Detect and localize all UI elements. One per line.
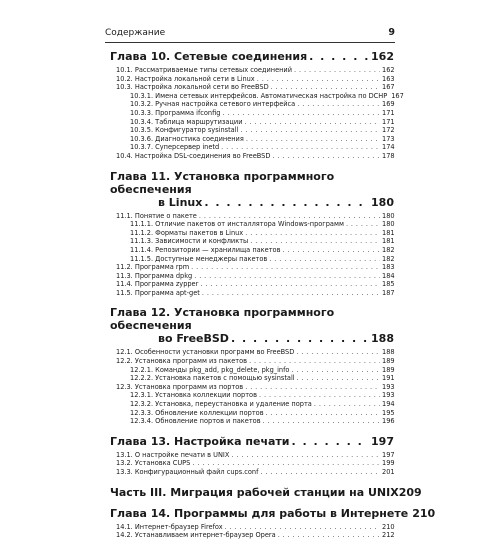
leader-dots (259, 391, 380, 400)
toc-entry[interactable] (110, 75, 394, 84)
toc-entry-page: 171 (382, 117, 395, 126)
toc-entry-title: 11.1.3. Зависимости и конфликты (130, 237, 249, 246)
toc-entry-page: 183 (382, 263, 395, 272)
leader-dots (246, 135, 380, 144)
toc-entry-page: 167 (391, 91, 404, 100)
toc-entry-page: 174 (382, 143, 395, 152)
leader-dots (266, 409, 380, 418)
leader-dots (194, 272, 380, 281)
leader-dots (245, 229, 380, 238)
chapter-title: в Linux (158, 195, 203, 209)
toc-entry-page: 182 (382, 245, 395, 254)
toc-entry-title: 11.1.4. Репозитории — хранилища пакетов (130, 245, 281, 254)
toc-entry[interactable] (110, 220, 394, 229)
toc-entry-page: 180 (382, 211, 395, 220)
toc-entry[interactable] (110, 289, 394, 298)
toc-entry-title: 10.3.4. Таблица маршрутизации (130, 117, 243, 126)
chapter-page: 162 (371, 50, 394, 63)
chapter-page: 180 (371, 195, 394, 209)
toc-entry-page: 181 (382, 228, 395, 237)
leader-dots (192, 459, 380, 468)
leader-dots (297, 100, 380, 109)
toc-entry-title: 14.2. Устанавливаем интернет-браузер Opera (116, 531, 276, 540)
toc-entry[interactable] (110, 263, 394, 272)
leader-dots (282, 246, 380, 255)
page-number: 9 (388, 27, 395, 38)
leader-dots (296, 348, 380, 357)
toc-entry-page: 210 (382, 522, 395, 531)
toc-entry-title: 12.2. Установка программ из пакетов (116, 357, 248, 366)
toc-entry-title: 12.3.1. Установка коллекции портов (130, 391, 257, 400)
toc-entry-page: 182 (382, 254, 395, 263)
toc-entry-page: 197 (382, 450, 395, 459)
toc-entry-page: 184 (382, 271, 395, 280)
toc-entry-title: 12.3.2. Установка, переустановка и удаление порта (130, 400, 312, 409)
toc-entry-title: 10.3.7. Суперсервер inetd (130, 143, 220, 152)
part-title: Часть III. Миграция рабочей станции на UNIX (110, 485, 399, 499)
toc-entry[interactable] (110, 357, 394, 366)
toc-entry-title: 11.1.5. Доступные менеджеры пакетов (130, 254, 268, 263)
toc-entry[interactable] (110, 272, 394, 281)
toc-entry[interactable] (110, 229, 394, 238)
leader-dots (297, 374, 380, 383)
toc-entry-page: 162 (382, 66, 395, 74)
running-header (105, 27, 395, 41)
chapter-page: 210 (412, 506, 436, 520)
chapter-title: во FreeBSD (158, 332, 229, 346)
toc-entry-page: 163 (382, 74, 395, 83)
toc-entry[interactable] (110, 100, 394, 109)
leader-dots (249, 357, 380, 366)
toc-entry[interactable] (110, 237, 394, 246)
toc-entry-page: 172 (382, 126, 395, 135)
toc-entry-title: 10.3.6. Диагностика соединения (130, 134, 244, 143)
toc-entry[interactable] (110, 417, 394, 426)
toc-entry-page: 169 (382, 100, 395, 109)
toc-entry[interactable] (110, 143, 394, 152)
toc-entry-title: 13.2. Установка CUPS (116, 459, 191, 468)
leader-dots (294, 66, 380, 75)
toc-entry-title: 11.2. Программа rpm (116, 263, 190, 272)
leader-dots (225, 523, 380, 532)
leader-dots (200, 280, 380, 289)
toc-entry[interactable] (110, 383, 394, 392)
toc-entry-title: 10.2. Настройка локальной сети в Linux (116, 74, 255, 83)
toc-entry[interactable] (110, 212, 394, 221)
toc-entry-title: 12.3.4. Обновление портов и пакетов (130, 417, 261, 426)
toc-entry[interactable] (110, 246, 394, 255)
toc-entry[interactable] (110, 523, 394, 532)
toc-entry-title: 12.2.1. Команды pkg_add, pkg_delete, pkg_info (130, 365, 290, 374)
leader-dots (346, 220, 380, 229)
chapter-block (110, 50, 404, 161)
leader-dots (221, 143, 380, 152)
chapter-title-line: Глава 11. Установка программного обеспечения (110, 169, 335, 196)
leader-dots (278, 531, 380, 540)
toc-entry-title: 11.3. Программа dpkg (116, 271, 193, 280)
toc-entry[interactable] (110, 126, 394, 135)
leader-dots (204, 196, 369, 209)
running-header-title: Содержание (105, 28, 166, 38)
chapter-title: Глава 10. Сетевые соединения (110, 50, 308, 63)
toc-entry-page: 189 (382, 357, 395, 366)
toc-entry-title: 10.3.3. Программа ifconfig (130, 108, 221, 117)
leader-dots (240, 126, 380, 135)
chapter-page: 197 (371, 434, 394, 448)
toc-entry-title: 14.1. Интернет-браузер Firefox (116, 522, 223, 531)
leader-dots (263, 417, 380, 426)
toc-entry[interactable] (110, 531, 394, 540)
toc-entry[interactable] (110, 152, 394, 161)
chapter-block (110, 435, 394, 477)
chapter-page: 188 (371, 332, 394, 346)
leader-dots (245, 383, 380, 392)
toc-entry[interactable] (110, 409, 394, 418)
toc-entry-page: 189 (382, 365, 395, 374)
toc-entry-page: 195 (382, 408, 395, 417)
toc-entry-title: 11.1.1. Отличие пакетов от инсталлятора Windows-программ (130, 220, 344, 229)
toc-entry-page: 193 (382, 382, 395, 391)
leader-dots (191, 263, 380, 272)
leader-dots (272, 152, 380, 161)
toc-entry[interactable] (110, 391, 394, 400)
leader-dots (291, 366, 380, 375)
toc-entry[interactable] (110, 366, 394, 375)
toc-entry-page: 171 (382, 108, 395, 117)
leader-dots (222, 109, 380, 118)
toc-entry-title: 10.3.2. Ручная настройка сетевого интерфейса (130, 100, 296, 109)
toc-entry[interactable] (110, 118, 394, 127)
chapter-heading[interactable] (110, 50, 394, 63)
part-page: 209 (398, 485, 422, 499)
chapter-block (110, 306, 394, 425)
chapter-title: Глава 14. Программы для работы в Интернете (110, 506, 409, 520)
leader-dots (260, 468, 380, 477)
chapter-title-line: Глава 12. Установка программного обеспечения (110, 306, 335, 333)
leader-dots (244, 118, 380, 127)
toc-entry-page: 191 (382, 374, 395, 383)
toc-entry-page: 185 (382, 280, 395, 289)
toc-entry[interactable] (110, 83, 394, 92)
leader-dots (231, 332, 369, 345)
toc-entry[interactable] (110, 348, 394, 357)
toc-entry-title: 11.1.2. Форматы пакетов в Linux (130, 228, 244, 237)
chapter-heading[interactable] (110, 332, 394, 345)
toc-entry[interactable] (110, 451, 394, 460)
leader-dots (271, 83, 380, 92)
toc-entry[interactable] (110, 459, 394, 468)
toc-entry[interactable] (110, 400, 394, 409)
toc-entry[interactable] (110, 280, 394, 289)
toc-entry[interactable] (110, 374, 394, 383)
toc-entry-page: 193 (382, 391, 395, 400)
table-of-contents (110, 50, 436, 546)
chapter-heading[interactable] (110, 196, 394, 209)
toc-entry-title: 10.3.5. Конфигуратор sysinstall (130, 126, 239, 135)
toc-entry-page: 199 (382, 459, 395, 468)
toc-entry-title: 12.2.2. Установка пакетов с помощью sysinstall (130, 374, 295, 383)
chapter-block (110, 506, 436, 540)
leader-dots (269, 255, 380, 264)
leader-dots (292, 435, 370, 448)
leader-dots (202, 289, 380, 298)
leader-dots (309, 50, 369, 63)
toc-entry-title: 11.1. Понятие о пакете (116, 211, 197, 220)
chapter-heading[interactable] (110, 506, 436, 520)
toc-entry-page: 188 (382, 348, 395, 357)
leader-dots (199, 212, 380, 221)
toc-entry-title: 13.3. Конфигурационный файл cups.conf (116, 468, 259, 476)
toc-entry-page: 212 (382, 531, 395, 540)
toc-entry-title: 12.3. Установка программ из портов (116, 382, 244, 391)
header-rule (105, 42, 395, 43)
toc-entry-title: 12.1. Особенности установки программ во FreeBSD (116, 348, 295, 357)
toc-entry-page: 194 (382, 400, 395, 409)
toc-entry-page: 181 (382, 237, 395, 246)
toc-entry-page: 167 (382, 83, 395, 92)
part-heading[interactable] (110, 485, 422, 499)
toc-entry-page: 187 (382, 288, 395, 297)
toc-entry-page: 196 (382, 417, 395, 426)
toc-entry-title: 10.3.1. Имена сетевых интерфейсов. Автоматическая настройка по DCHP (130, 91, 388, 100)
toc-entry[interactable] (110, 135, 394, 144)
toc-entry-title: 12.3.3. Обновление коллекции портов (130, 408, 264, 417)
chapter-heading[interactable] (110, 435, 394, 448)
toc-entry-page: 178 (382, 151, 395, 160)
toc-entry-page: 201 (382, 468, 395, 476)
leader-dots (250, 237, 380, 246)
chapter-block (110, 170, 394, 298)
leader-dots (257, 75, 380, 84)
leader-dots (314, 400, 380, 409)
toc-entry[interactable] (110, 91, 404, 101)
toc-entry-title: 10.3. Настройка локальной сети во FreeBSD (116, 83, 269, 92)
leader-dots (231, 451, 380, 460)
toc-entry-title: 10.4. Настройка DSL-соединения во FreeBSD (116, 151, 271, 160)
toc-entry-title: 13.1. О настройке печати в UNIX (116, 450, 230, 459)
toc-entry-title: 11.5. Программа apt-get (116, 288, 200, 297)
toc-entry-page: 180 (382, 220, 395, 229)
toc-entry[interactable] (110, 255, 394, 264)
toc-entry-page: 173 (382, 134, 395, 143)
chapter-title: Глава 13. Настройка печати (110, 434, 290, 448)
toc-entry[interactable] (110, 66, 394, 75)
toc-entry-title: 11.4. Программа zypper (116, 280, 199, 289)
toc-entry[interactable] (110, 468, 394, 477)
toc-entry-title: 10.1. Рассматриваемые типы сетевых соединений (116, 66, 293, 74)
toc-entry[interactable] (110, 109, 394, 118)
